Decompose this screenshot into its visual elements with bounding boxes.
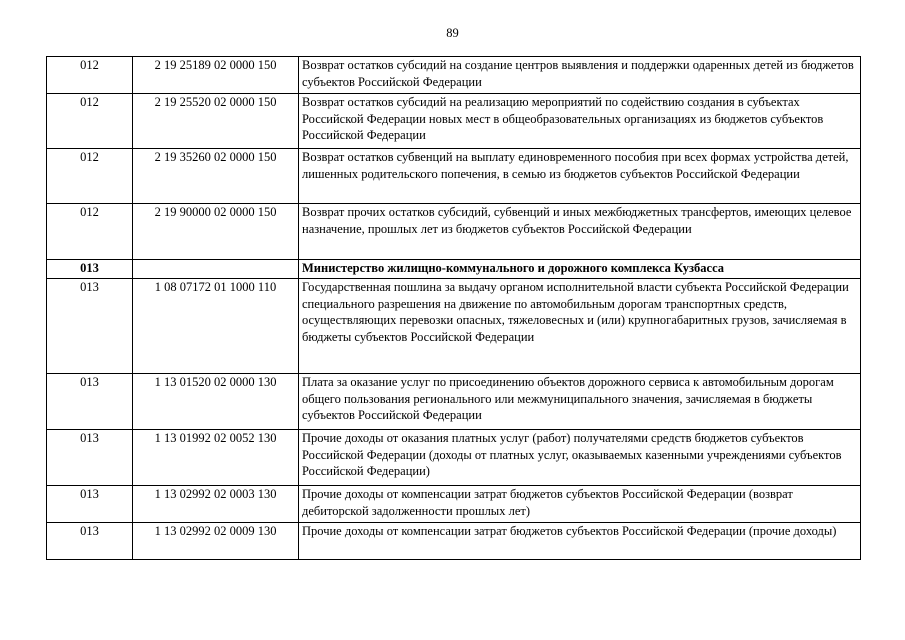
admin-code-cell: 013 xyxy=(47,260,133,279)
budget-code-cell: 1 13 01992 02 0052 130 xyxy=(133,430,299,486)
revenue-name-cell: Прочие доходы от компенсации затрат бюджетов субъектов Российской Федерации (возврат дебиторской задолженности прошлых лет) xyxy=(299,486,861,523)
budget-code-cell: 2 19 35260 02 0000 150 xyxy=(133,149,299,204)
admin-code-cell: 012 xyxy=(47,149,133,204)
budget-code-cell: 1 13 02992 02 0003 130 xyxy=(133,486,299,523)
ministry-name-cell: Министерство жилищно-коммунального и дорожного комплекса Кузбасса xyxy=(299,260,861,279)
revenue-name-cell: Возврат остатков субвенций на выплату единовременного пособия при всех формах устройства детей, лишенных родительского попечения, в семью из бюджетов субъектов Российской Федерации xyxy=(299,149,861,204)
revenue-name-cell: Возврат остатков субсидий на создание центров выявления и поддержки одаренных детей из бюджетов субъектов Российской Федерации xyxy=(299,57,861,94)
table-row xyxy=(47,94,861,149)
admin-code-cell: 013 xyxy=(47,523,133,560)
revenue-name-cell: Возврат прочих остатков субсидий, субвенций и иных межбюджетных трансфертов, имеющих целевое назначение, прошлых лет из бюджетов субъектов Российской Федерации xyxy=(299,204,861,260)
admin-code-cell: 012 xyxy=(47,57,133,94)
table-row xyxy=(47,57,861,94)
admin-code-cell: 013 xyxy=(47,486,133,523)
revenue-name-cell: Государственная пошлина за выдачу органом исполнительной власти субъекта Российской Федерации специального разрешения на движение по автомобильным дорогам транспортных средств, осуществляющих перевозки опасных, тяжеловесных и (или) крупногабаритных грузов, зачисляемая в бюджеты субъектов Российской Федерации xyxy=(299,279,861,374)
table-row xyxy=(47,486,861,523)
admin-code-cell: 013 xyxy=(47,279,133,374)
table-row xyxy=(47,430,861,486)
revenue-name-cell: Плата за оказание услуг по присоединению объектов дорожного сервиса к автомобильным дорогам общего пользования регионального или межмуниципального значения, зачисляемая в бюджеты субъектов Российской Федерации xyxy=(299,374,861,430)
admin-code-cell: 012 xyxy=(47,204,133,260)
table-row xyxy=(47,149,861,204)
budget-code-cell xyxy=(133,260,299,279)
admin-code-cell: 013 xyxy=(47,374,133,430)
revenue-name-cell: Прочие доходы от оказания платных услуг (работ) получателями средств бюджетов субъектов Российской Федерации (доходы от платных услуг, оказываемых казенными учреждениями субъектов Российской Федерации) xyxy=(299,430,861,486)
budget-code-cell: 2 19 25189 02 0000 150 xyxy=(133,57,299,94)
budget-code-cell: 1 08 07172 01 1000 110 xyxy=(133,279,299,374)
table-row xyxy=(47,204,861,260)
budget-code-cell: 2 19 25520 02 0000 150 xyxy=(133,94,299,149)
budget-code-cell: 1 13 02992 02 0009 130 xyxy=(133,523,299,560)
revenue-name-cell: Возврат остатков субсидий на реализацию мероприятий по содействию создания в субъектах Российской Федерации новых мест в общеобразовательных организациях из бюджетов субъектов Российской Федерации xyxy=(299,94,861,149)
table-row xyxy=(47,374,861,430)
budget-code-cell: 2 19 90000 02 0000 150 xyxy=(133,204,299,260)
admin-code-cell: 013 xyxy=(47,430,133,486)
admin-code-cell: 012 xyxy=(47,94,133,149)
budget-code-cell: 1 13 01520 02 0000 130 xyxy=(133,374,299,430)
table-row xyxy=(47,279,861,374)
page-number: 89 xyxy=(446,26,459,40)
revenue-name-cell: Прочие доходы от компенсации затрат бюджетов субъектов Российской Федерации (прочие доходы) xyxy=(299,523,861,560)
table-row xyxy=(47,523,861,560)
section-header-row xyxy=(47,260,861,279)
revenue-codes-table xyxy=(46,56,861,560)
